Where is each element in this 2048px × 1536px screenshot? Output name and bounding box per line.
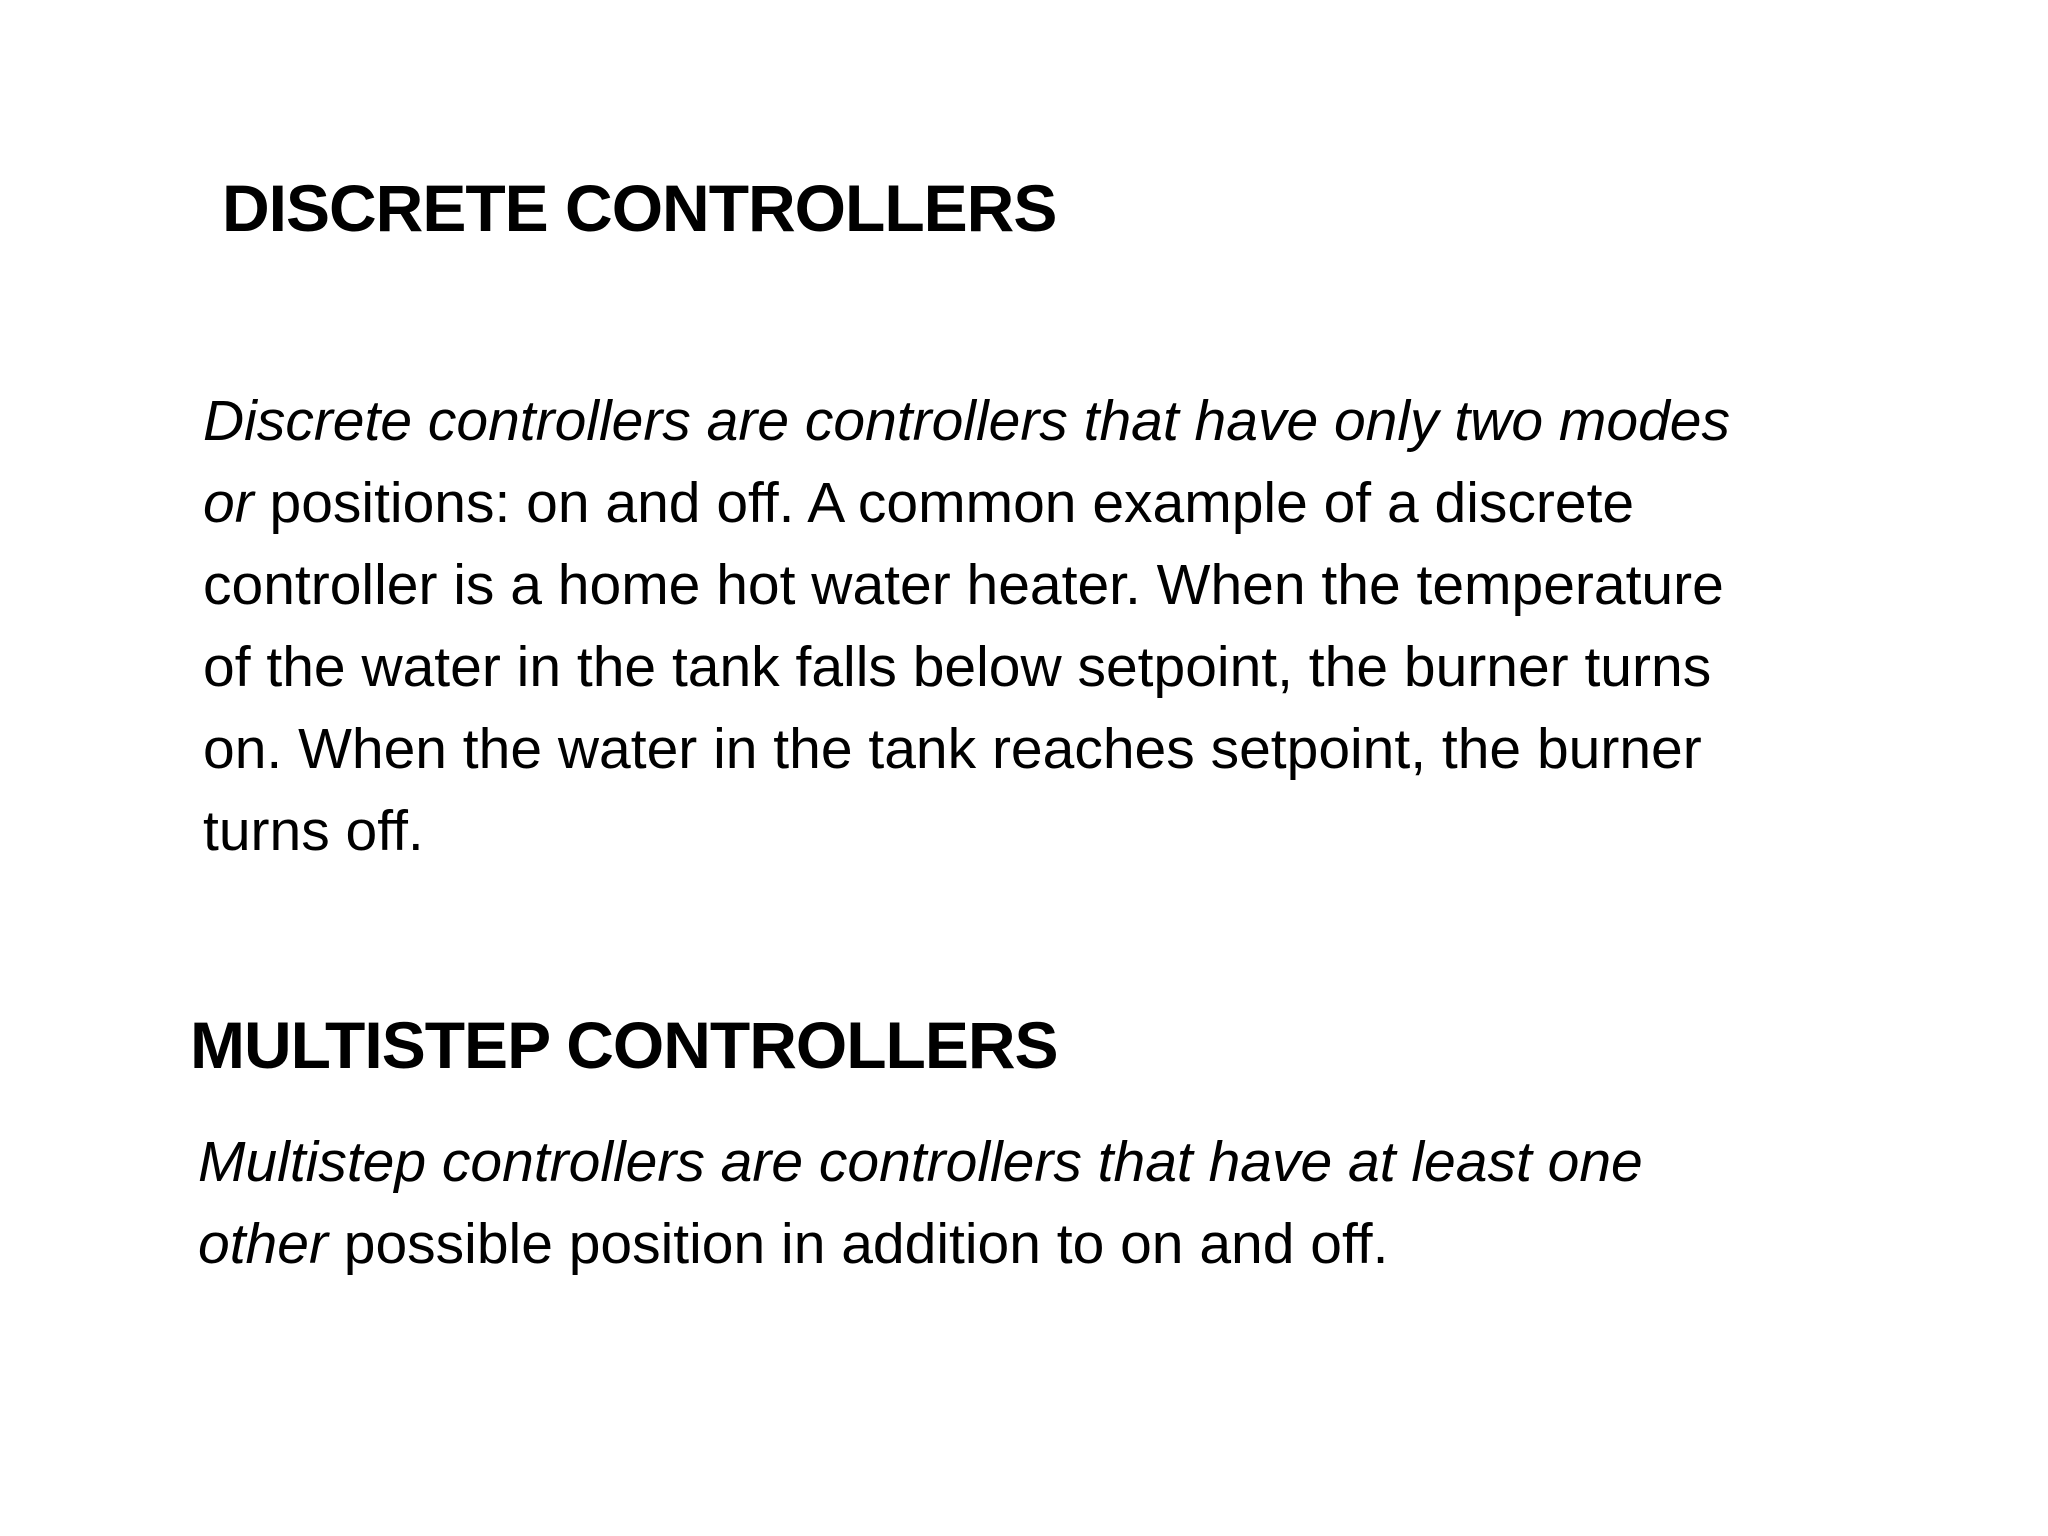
text-line: [198, 1203, 1643, 1285]
italic-text: Multistep controllers are controllers that have at least one: [198, 1130, 1643, 1194]
text-line: [203, 626, 1730, 708]
text-line: [203, 380, 1730, 462]
text-line: [203, 462, 1730, 544]
text-line: [203, 708, 1730, 790]
heading-multistep-controllers: MULTISTEP CONTROLLERS: [190, 1008, 1058, 1082]
plain-text: of the water in the tank falls below setpoint, the burner turns: [203, 635, 1712, 699]
italic-text: other: [198, 1212, 328, 1276]
plain-text: on. When the water in the tank reaches setpoint, the burner: [203, 717, 1702, 781]
plain-text: controller is a home hot water heater. When the temperature: [203, 553, 1724, 617]
text-line: [203, 544, 1730, 626]
plain-text: possible position in addition to on and off.: [327, 1212, 1389, 1276]
paragraph-multistep-controllers: [198, 1121, 1643, 1285]
italic-text: or: [203, 471, 254, 535]
text-line: [203, 790, 1730, 872]
heading-discrete-controllers: DISCRETE CONTROLLERS: [222, 171, 1057, 245]
paragraph-discrete-controllers: [203, 380, 1730, 872]
text-line: [198, 1121, 1643, 1203]
italic-text: Discrete controllers are controllers that have only two modes: [203, 389, 1731, 453]
plain-text: turns off.: [203, 799, 424, 863]
plain-text: positions: on and off. A common example of a discrete: [253, 471, 1635, 535]
